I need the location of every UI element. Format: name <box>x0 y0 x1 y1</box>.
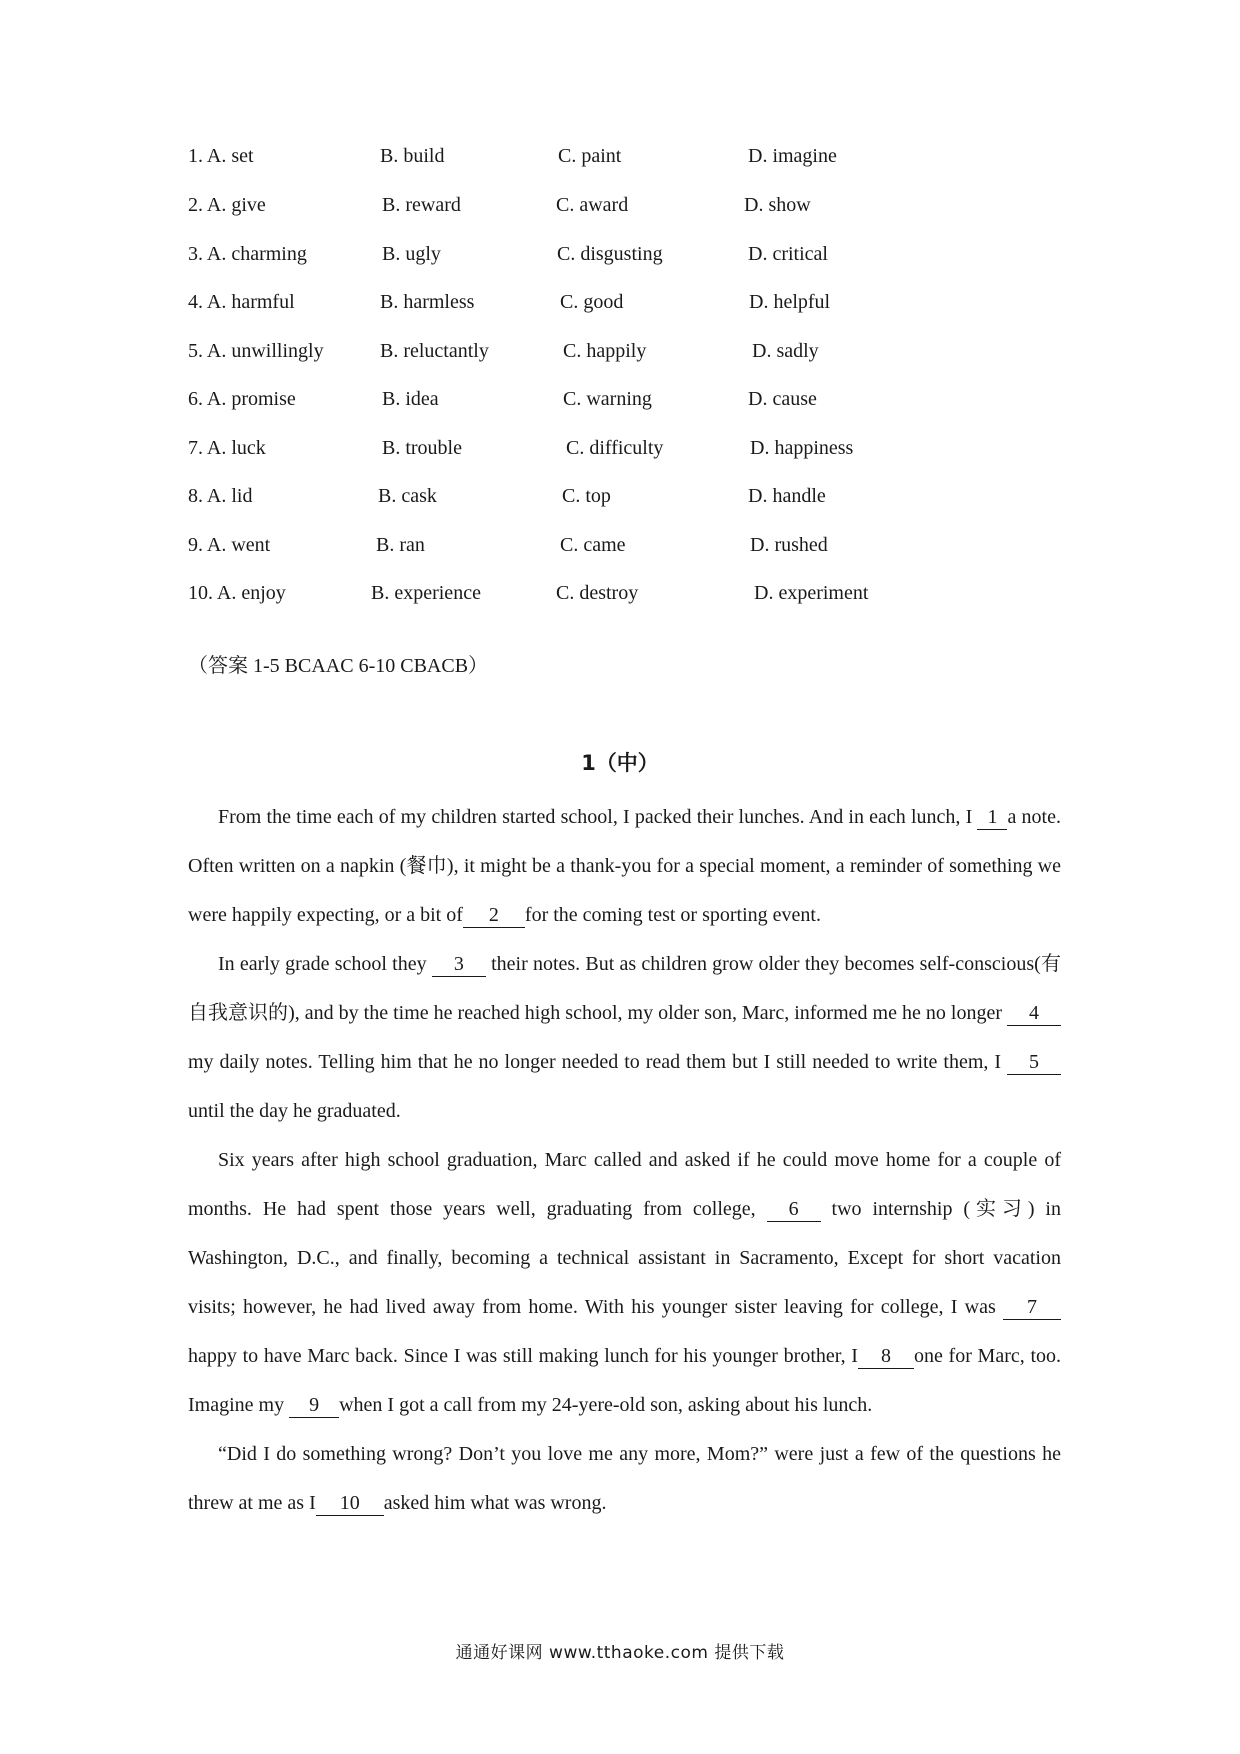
option-b: B. experience <box>371 582 481 604</box>
option-d: D. cause <box>748 388 817 410</box>
option-row <box>0 287 1240 317</box>
option-c: C. top <box>562 485 611 507</box>
blank-1: 1 <box>977 805 1007 830</box>
option-a: 6. A. promise <box>188 388 296 410</box>
option-c: C. paint <box>558 145 622 167</box>
option-a: 7. A. luck <box>188 437 266 459</box>
option-a: 5. A. unwillingly <box>188 340 324 362</box>
option-c: C. good <box>560 291 624 313</box>
option-row <box>0 141 1240 171</box>
paragraph <box>188 1136 1061 1430</box>
option-d: D. happiness <box>750 437 854 459</box>
option-b: B. reward <box>382 194 461 216</box>
passage-text: two internship (实习) in Washington, D.C., and finally, becoming a technical assistant in Sacramento, Except for short vacation visits; however, he had lived away from home. With his younger sister leaving for college, I was <box>188 1198 1061 1318</box>
option-c: C. warning <box>563 388 652 410</box>
paragraph <box>188 793 1061 940</box>
section-title: 1（中） <box>581 751 659 775</box>
passage-text: my daily notes. Telling him that he no longer needed to read them but I still needed to write them, I <box>188 1051 1007 1073</box>
passage-text: happy to have Marc back. Since I was still making lunch for his younger brother, I <box>188 1345 858 1367</box>
option-row <box>0 481 1240 511</box>
option-b: B. idea <box>382 388 439 410</box>
option-d: D. critical <box>748 243 828 265</box>
paragraph <box>188 1430 1061 1528</box>
option-b: B. harmless <box>380 291 475 313</box>
passage-text: their notes. But as children grow older they becomes self-conscious(有自我意识的), and by the time he reached high school, my older son, Marc, informed me he no longer <box>188 953 1061 1024</box>
blank-6: 6 <box>767 1197 821 1222</box>
option-a: 10. A. enjoy <box>188 582 286 604</box>
passage-text: From the time each of my children started school, I packed their lunches. And in each lunch, I <box>218 806 978 828</box>
option-d: D. show <box>744 194 811 216</box>
option-row <box>0 239 1240 269</box>
passage-text: when I got a call from my 24-yere-old son, asking about his lunch. <box>339 1394 873 1416</box>
blank-8: 8 <box>858 1344 914 1369</box>
passage-text: Six years after high school graduation, Marc called and asked if he could move home for a couple of months. He had spent those years well, graduating from college, <box>188 1149 1061 1220</box>
blank-2: 2 <box>463 903 525 928</box>
passage-text: “Did I do something wrong? Don’t you love me any more, Mom?” were just a few of the questions he threw at me as I <box>188 1443 1061 1514</box>
option-c: C. came <box>560 534 626 556</box>
option-c: C. award <box>556 194 629 216</box>
option-a: 3. A. charming <box>188 243 307 265</box>
option-b: B. ugly <box>382 243 441 265</box>
option-d: D. helpful <box>749 291 831 313</box>
option-c: C. difficulty <box>566 437 664 459</box>
option-a: 2. A. give <box>188 194 266 216</box>
blank-3: 3 <box>432 952 486 977</box>
option-d: D. imagine <box>748 145 837 167</box>
option-d: D. experiment <box>754 582 869 604</box>
option-row <box>0 336 1240 366</box>
option-b: B. ran <box>376 534 425 556</box>
option-row <box>0 190 1240 220</box>
passage-text: In early grade school they <box>218 953 432 975</box>
blank-7: 7 <box>1003 1295 1061 1320</box>
option-row <box>0 530 1240 560</box>
option-row <box>0 578 1240 608</box>
option-a: 9. A. went <box>188 534 271 556</box>
blank-5: 5 <box>1007 1050 1061 1075</box>
passage-text: one for Marc, too. Imagine my <box>188 1345 1061 1416</box>
option-b: B. cask <box>378 485 437 507</box>
passage-text: a note. Often written on a napkin (餐巾), it might be a thank-you for a special moment, a reminder of something we were happily expecting, or a bit of <box>188 806 1061 926</box>
option-d: D. rushed <box>750 534 828 556</box>
passage-text: asked him what was wrong. <box>383 1492 607 1514</box>
passage <box>188 793 1061 1528</box>
option-a: 8. A. lid <box>188 485 253 507</box>
option-c: C. happily <box>563 340 647 362</box>
blank-4: 4 <box>1007 1001 1061 1026</box>
option-c: C. destroy <box>556 582 639 604</box>
option-d: D. handle <box>748 485 826 507</box>
option-row <box>0 384 1240 414</box>
blank-10: 10 <box>316 1491 384 1516</box>
option-c: C. disgusting <box>557 243 663 265</box>
option-b: B. build <box>380 145 445 167</box>
blank-9: 9 <box>289 1393 339 1418</box>
option-a: 1. A. set <box>188 145 254 167</box>
footer: 通通好课网 www.tthaoke.com 提供下载 <box>455 1643 785 1663</box>
answer-key: （答案 1-5 BCAAC 6-10 CBACB） <box>188 655 489 677</box>
passage-text: until the day he graduated. <box>188 1100 401 1122</box>
option-b: B. reluctantly <box>380 340 489 362</box>
paragraph <box>188 940 1061 1136</box>
passage-text: for the coming test or sporting event. <box>524 904 821 926</box>
option-row <box>0 433 1240 463</box>
option-a: 4. A. harmful <box>188 291 295 313</box>
option-b: B. trouble <box>382 437 462 459</box>
option-d: D. sadly <box>752 340 819 362</box>
